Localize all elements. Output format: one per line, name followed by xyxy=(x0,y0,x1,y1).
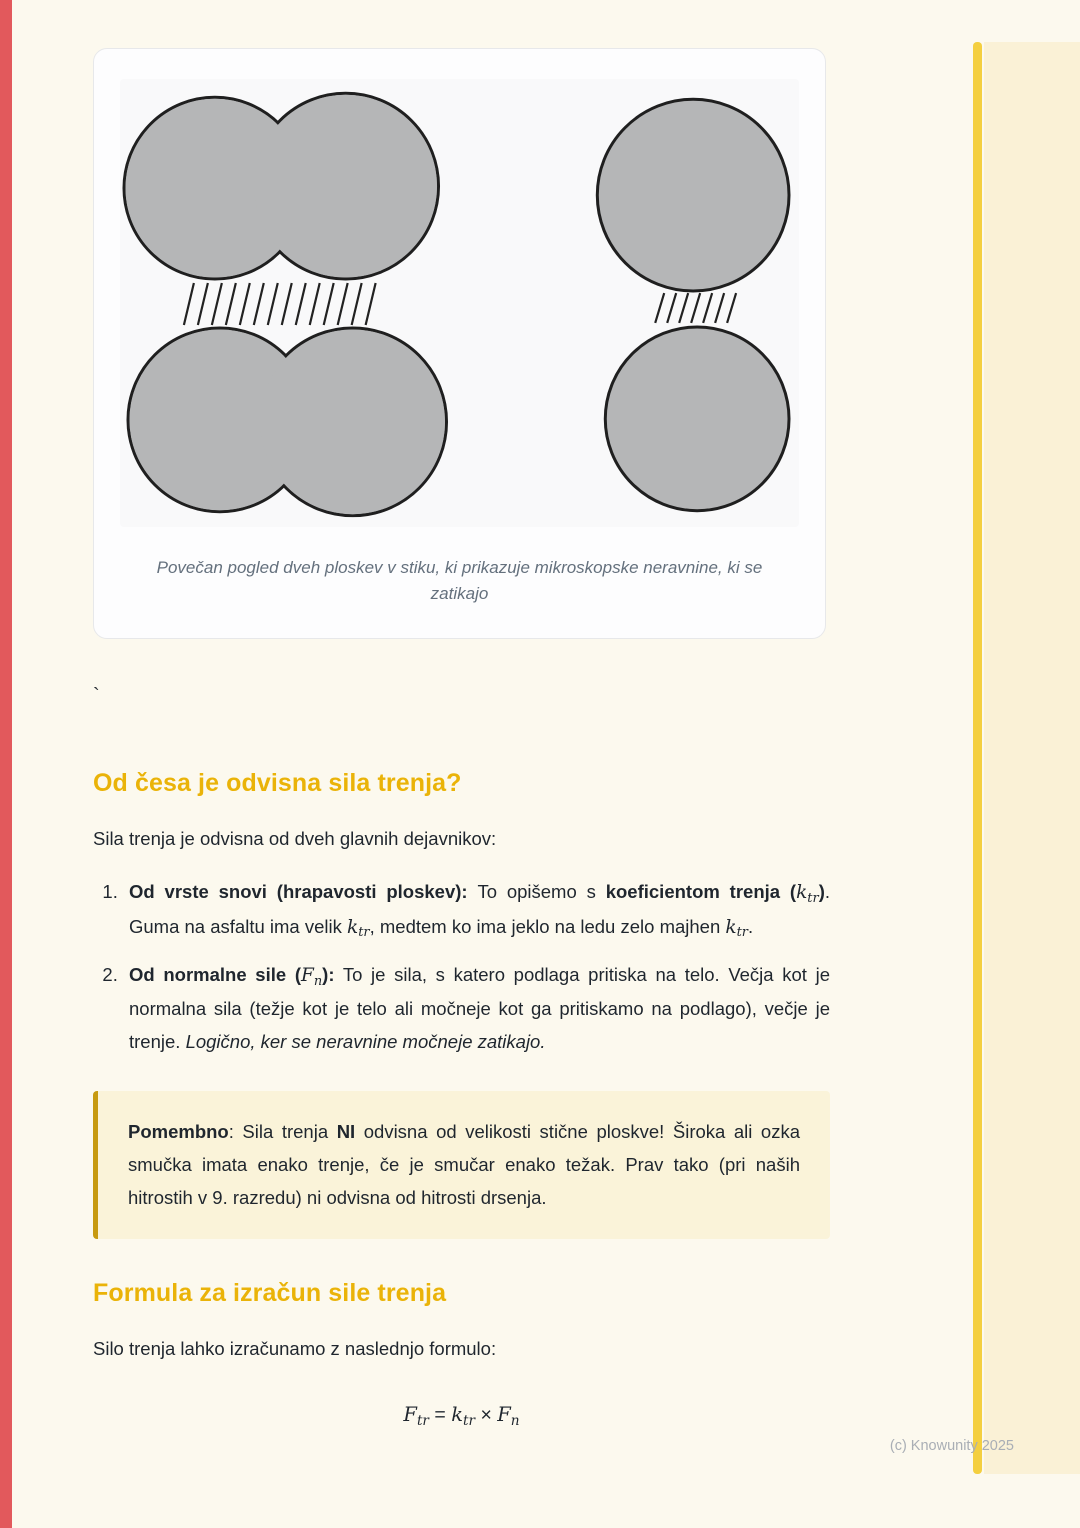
dependence-list xyxy=(93,875,830,1058)
left-accent-stripe xyxy=(0,0,12,1528)
list-item-normal-force xyxy=(123,958,830,1059)
section-heading-formula: Formula za izračun sile trenja xyxy=(93,1278,447,1307)
right-accent-stripe xyxy=(973,42,982,1474)
important-callout-text: Pomembno: Sila trenja NI odvisna od velikosti stične ploskve! Široka ali ozka smučka imata enako trenje, če je smučar enako težak. Prav tako (pri naših hitrostih v 9. razredu) ni odvisna od hitrosti drsenja. xyxy=(128,1120,801,1209)
right-margin-panel xyxy=(984,42,1080,1474)
figure-caption: Povečan pogled dveh ploskev v stiku, ki prikazuje mikroskopske neravnine, ki se zatikajo xyxy=(156,558,763,604)
stray-backtick: ` xyxy=(93,684,100,707)
document-content xyxy=(93,0,830,1430)
figure-card xyxy=(93,48,826,639)
formula-intro: Silo trenja lahko izračunamo z naslednjo formulo: xyxy=(93,1337,497,1359)
left-hatching xyxy=(184,283,376,325)
friction-formula: $F_{tr} = k_{tr} \times F_n$ xyxy=(403,1403,520,1430)
list-item-normal-force-text: Od normalne sile $(F_n)$: To je sila, s katero podlaga pritiska na telo. Večja kot je normalna sila (težje kot je telo ali močneje kot ga pritiskamo na podlago), večje je trenje. Logično, ker se neravnine močneje zatikajo. xyxy=(129,963,830,1053)
section-heading-dependence: Od česa je odvisna sila trenja? xyxy=(93,768,462,797)
list-item-material-text: Od vrste snovi (hrapavosti ploskev): To opišemo s koeficientom trenja $(k_{tr})$. Guma na asfaltu ima velik $k_{tr}$, medtem ko ima jeklo na ledu zelo majhen $k_{tr}$. xyxy=(129,881,830,941)
right-hatching xyxy=(655,293,736,323)
dependence-intro: Sila trenja je odvisna od dveh glavnih dejavnikov: xyxy=(93,827,497,849)
list-item-material xyxy=(123,875,830,944)
important-callout xyxy=(93,1091,830,1239)
contact-surfaces-illustration xyxy=(120,83,799,523)
figure-image xyxy=(120,79,799,527)
copyright-credit: (c) Knowunity 2025 xyxy=(889,1438,1014,1454)
